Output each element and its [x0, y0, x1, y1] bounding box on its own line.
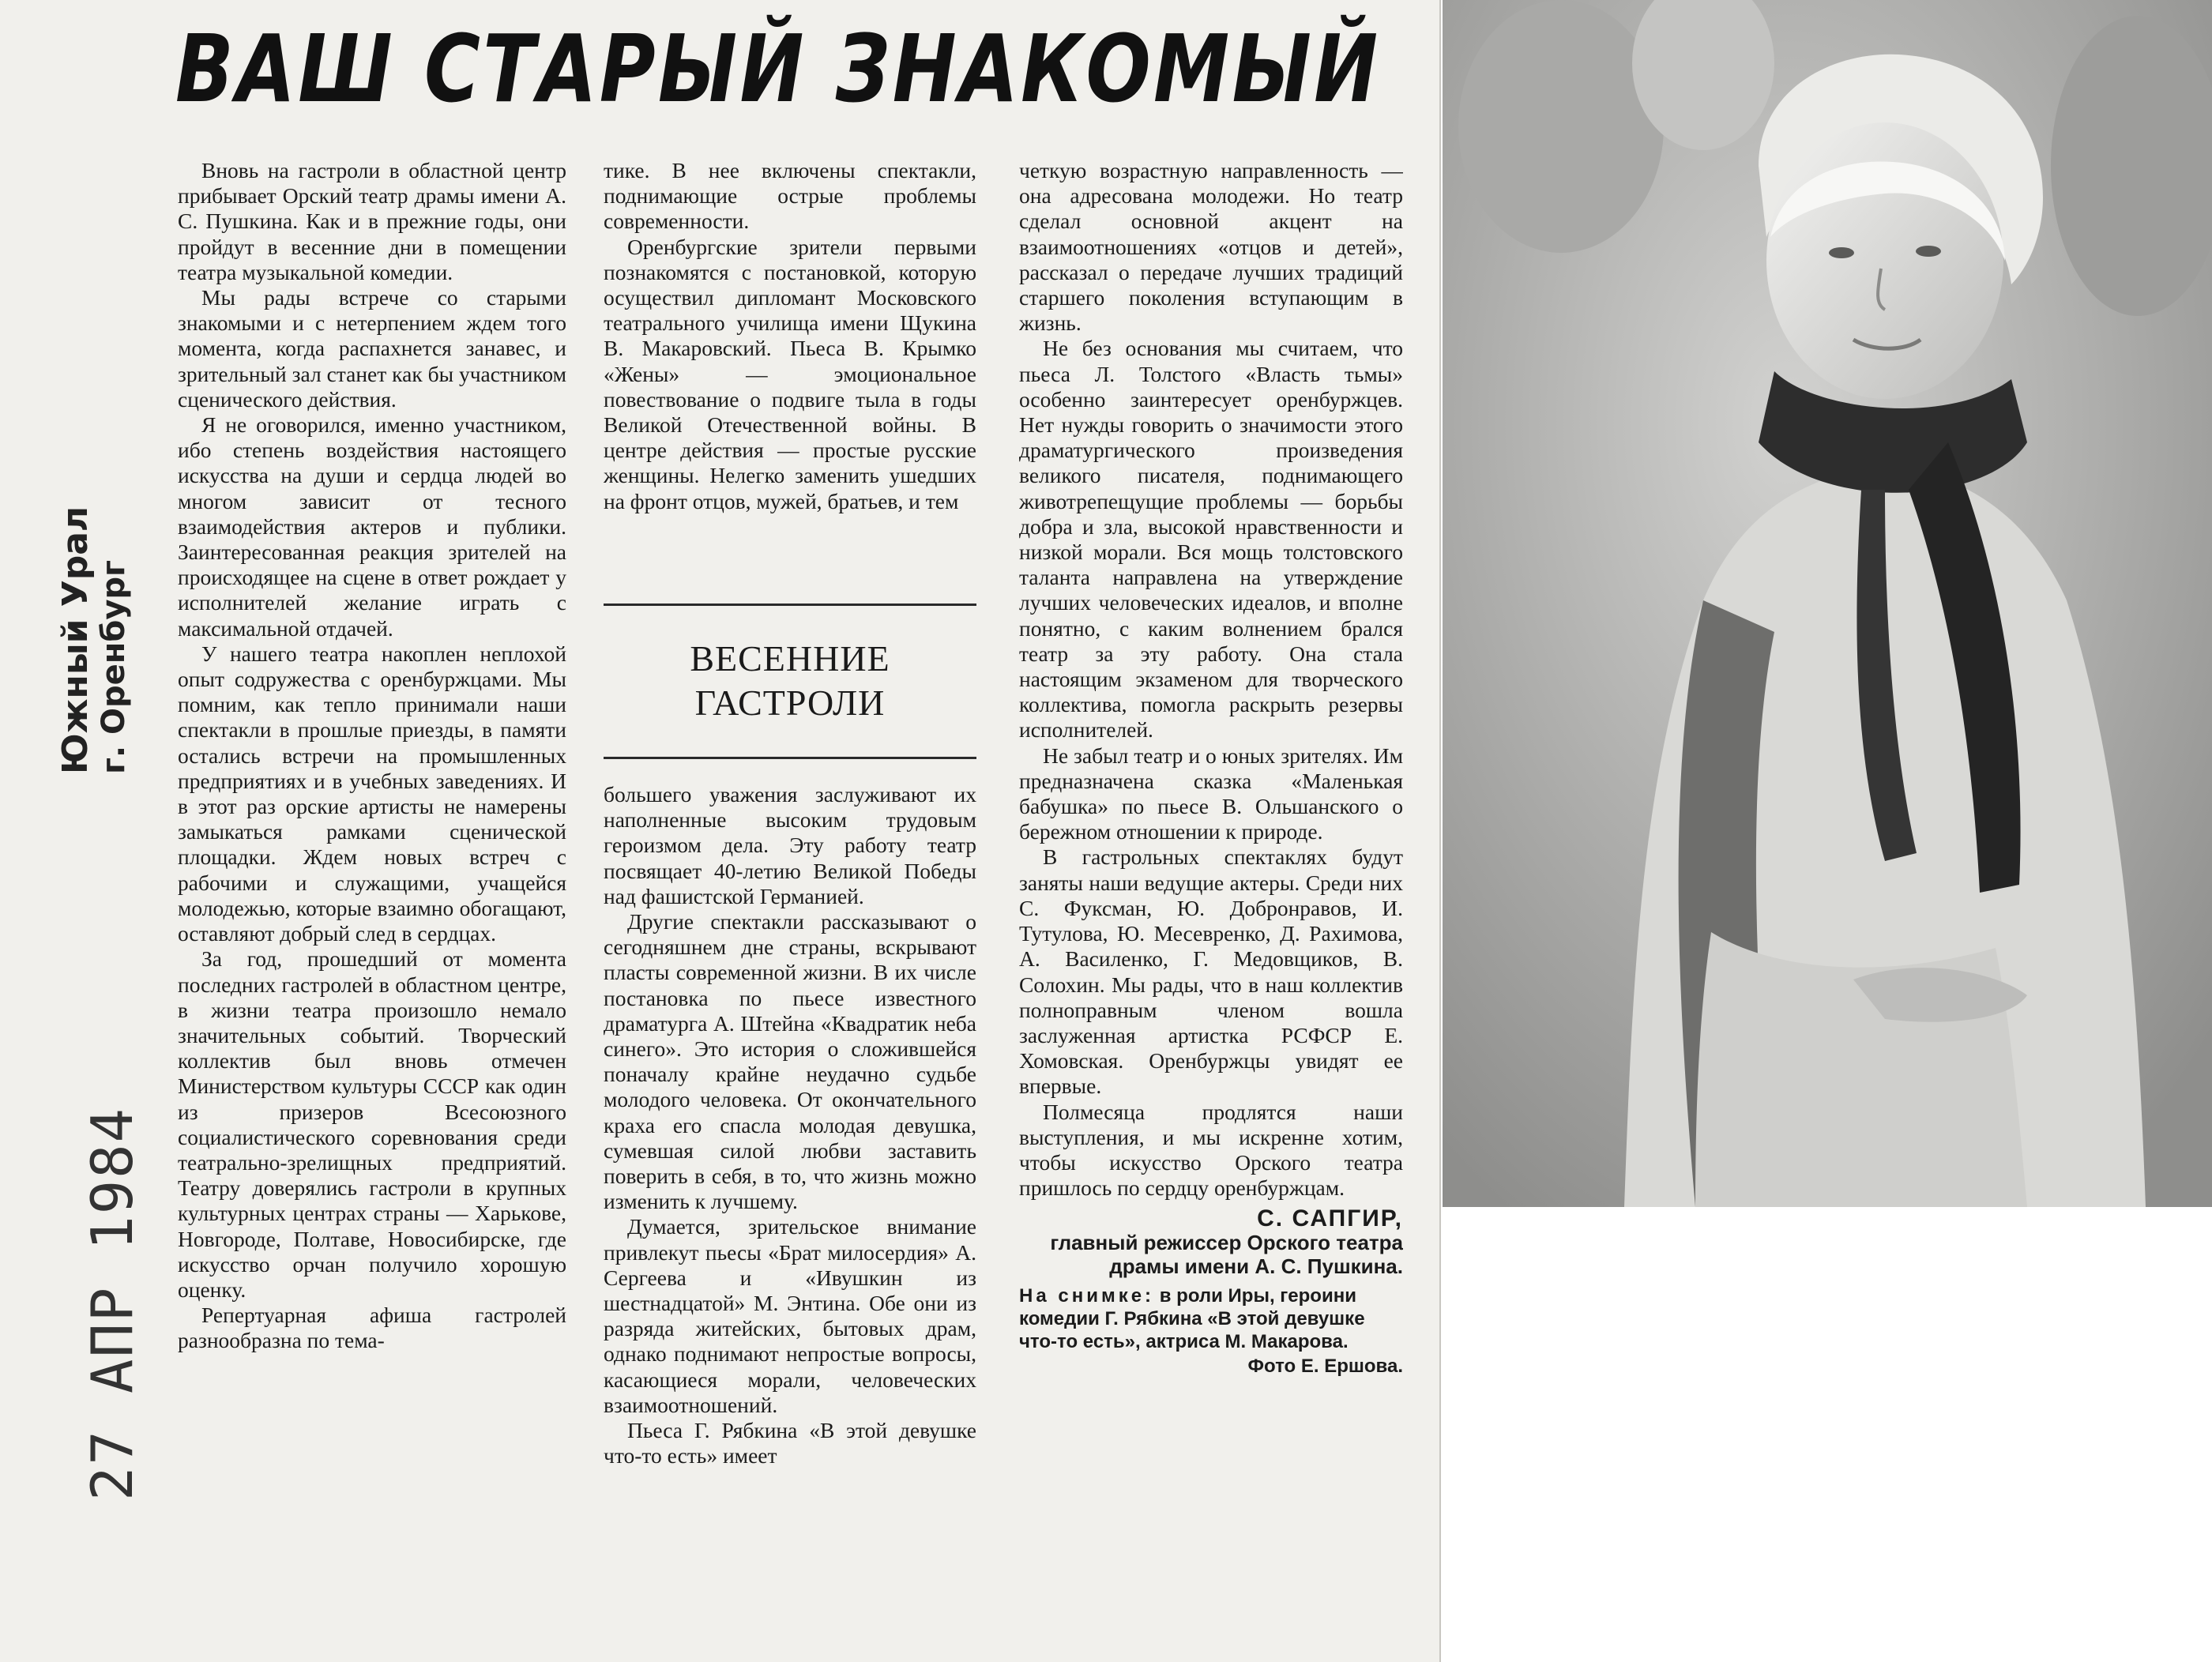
- actress-photo: [1443, 0, 2212, 1207]
- paragraph: Репертуарная афиша гастролей разнообразна по тема-: [178, 1303, 566, 1353]
- photo-caption: [1019, 1284, 1403, 1378]
- paragraph: В гастрольных спектаклях будут заняты наши ведущие актеры. Среди них С. Фуксман, Ю. Добронравов, И. Тутулова, Ю. Месевренко, Д. Рахимова, А. Василенко, Г. Медовщиков, В. Солохин. Мы рады, что в наш коллектив полноправным членом вошла заслуженная артистка РСФСР Е. Хомовская. Оренбуржцы увидят ее впервые.: [1019, 844, 1403, 1099]
- rubric-box: [604, 600, 976, 766]
- paragraph: У нашего театра накоплен неплохой опыт содружества с оренбуржцами. Мы помним, как тепло принимали наши спектакли в прошлые приезды, в памяти остались встречи на промышленных предприятиях и в учебных заведениях. И в этот раз орские артисты не намерены замыкаться рамками сценической площадки. Ждем новых встреч с рабочими и служащими, учащейся молодежью, которые взаимно обогащают, оставляют добрый след в сердцах.: [178, 641, 566, 946]
- photo-credit: Фото Е. Ершова.: [1247, 1356, 1403, 1378]
- paragraph: Другие спектакли рассказывают о сегодняшнем дне страны, вскрывают пласты современной жизни. В их числе постановка по пьесе известного драматурга А. Штейна «Квадратик неба синего». Это история о сложившейся поначалу крайне неудачно судьбе молодого человека. От окончательного краха его спасла молодая девушка, сумевшая силой любви заставить поверить в себя, в то, что жизнь можно изменить к лучшему.: [604, 909, 976, 1214]
- rubric-rule-top: [604, 604, 976, 606]
- caption-label: На снимке:: [1019, 1285, 1155, 1307]
- paragraph: Полмесяца продлятся наши выступления, и мы искренне хотим, чтобы искусство Орского театра пришлось по сердцу оренбуржцам.: [1019, 1099, 1403, 1201]
- caption-text: в роли Иры, героини комедии Г. Рябкина «В этой девушке что-то есть», актриса М. Макарова.: [1019, 1285, 1365, 1353]
- author-name: С. САПГИР,: [1257, 1205, 1403, 1232]
- paragraph: тике. В нее включены спектакли, поднимающие острые проблемы современности.: [604, 158, 976, 234]
- article-column-2-bottom: [604, 782, 976, 1643]
- paragraph: Пьеса Г. Рябкина «В этой девушке что-то есть» имеет: [604, 1418, 976, 1468]
- paragraph: Вновь на гастроли в областной центр прибывает Орский театр драмы имени А. С. Пушкина. Как и в прежние годы, они пройдут в весенние дни в помещении театра музыкальной комедии.: [178, 158, 566, 284]
- rubric-title: ВЕСЕННИЕ ГАСТРОЛИ: [690, 638, 890, 723]
- paragraph: большего уважения заслуживают их наполненные высоким трудовым героизмом дела. Эту работу театр посвящает 40-летию Великой Победы над фашистской Германией.: [604, 782, 976, 908]
- paragraph: Думается, зрительское внимание привлекут пьесы «Брат милосердия» А. Сергеева и «Ивушкин из шестнадцатой» М. Энтина. Обе они из разряда житейских, бытовых драм, однако поднимают непростые вопросы, касающиеся морали, человеческих взаимоотношений.: [604, 1214, 976, 1417]
- paragraph: Не без основания мы считаем, что пьеса Л. Толстого «Власть тьмы» особенно заинтересует оренбуржцев. Нет нужды говорить о значимости этого драматургического произведения великого писателя, поднимающего животрепещущие проблемы — борьбы добра и зла, высокой нравственности и низкой морали. Вся мощь толстовского таланта направлена на утверждение лучших человеческих идеалов, и вполне понятно, с каким волнением брался театр за эту работу. Она стала настоящим экзаменом для творческого коллектива, помогла раскрыть резервы исполнителей.: [1019, 336, 1403, 743]
- paragraph: За год, прошедший от момента последних гастролей в областном центре, в жизни театра произошло немало значительных событий. Творческий коллектив был вновь отмечен Министерством культуры СССР как один из призеров Всесоюзного социалистического соревнования среди театрально-зрелищных предприятий. Театру доверялись гастроли в крупных культурных центрах страны — Харькове, Новгороде, Полтаве, Новосибирске, где искусство орчан получило хорошую оценку.: [178, 946, 566, 1302]
- article-column-1: [178, 158, 566, 1643]
- newspaper-name: Южный Урал: [55, 506, 96, 774]
- newspaper-source-stamp: [55, 490, 132, 774]
- date-stamp: 27 АПР 1984: [79, 1107, 145, 1501]
- paragraph: Мы рады встрече со старыми знакомыми и с нетерпением ждем того момента, когда распахнется занавес, и зрительный зал станет как бы участником сценического действия.: [178, 285, 566, 412]
- paragraph: Я не оговорился, именно участником, ибо степень воздействия настоящего искусства на души и сердца людей во многом зависит от тесного взаимодействия актеров и публики. Заинтересованная реакция зрителей на происходящее на сцене в ответ рождает у исполнителей желание играть с максимальной отдачей.: [178, 412, 566, 641]
- rubric-rule-bottom: [604, 757, 976, 759]
- photo-image: [1443, 0, 2212, 1207]
- paragraph: Оренбургские зрители первыми познакомятся с постановкой, которую осуществил дипломант Московского театрального училища имени Щукина В. Макаровский. Пьеса В. Крымко «Жены» — эмоциональное повествование о подвиге тыла в годы Великой Отечественной войны. В центре действия — простые русские женщины. Нелегко заменить ушедших на фронт отцов, мужей, братьев, и тем: [604, 234, 976, 513]
- headline: ВАШ СТАРЫЙ ЗНАКОМЫЙ: [175, 14, 1381, 123]
- author-signature: [1019, 1207, 1403, 1278]
- article-column-3: [1019, 158, 1403, 1643]
- newspaper-city: г. Оренбург: [96, 560, 132, 774]
- author-role: главный режиссер Орского театра драмы имени А. С. Пушкина.: [1050, 1231, 1403, 1279]
- article-column-2-top: [604, 158, 976, 581]
- paragraph: Не забыл театр и о юных зрителях. Им предназначена сказка «Маленькая бабушка» по пьесе В. Ольшанского о бережном отношении к природе.: [1019, 743, 1403, 844]
- paragraph: четкую возрастную направленность — она адресована молодежи. Но театр сделал основной акцент на взаимоотношениях «отцов и детей», рассказал о передаче лучших традиций старшего поколения вступающим в жизнь.: [1019, 158, 1403, 336]
